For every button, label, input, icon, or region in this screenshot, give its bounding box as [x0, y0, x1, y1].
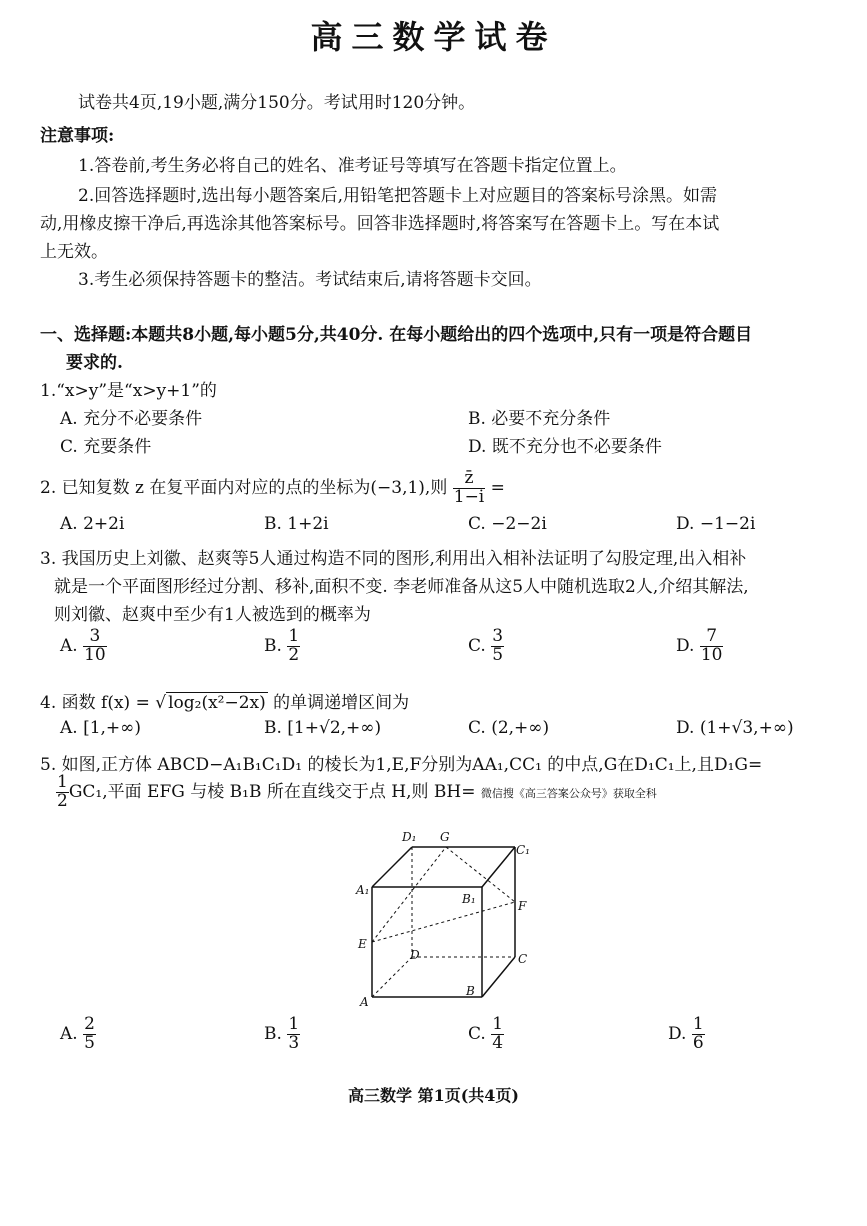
q4-stem-start: 4. 函数 f(x) = — [40, 693, 156, 713]
label-g: G — [440, 830, 450, 844]
question-3-line-1: 3. 我国历史上刘徽、赵爽等5人通过构造不同的图形,利用出入相补法证明了勾股定理,出入相补 — [40, 549, 747, 569]
q2-option-d: D. −1−2i — [676, 514, 756, 534]
q5-frac-den: 2 — [57, 790, 68, 811]
edge-a1-d1 — [372, 847, 412, 887]
section-heading-cont: 要求的. — [66, 353, 123, 373]
q5-option-c-label: C. — [468, 1023, 486, 1044]
notice-item-2-end: 上无效。 — [40, 242, 108, 262]
q3-option-c-num: 3 — [492, 626, 504, 646]
question-1-stem: 1.“x>y”是“x>y+1”的 — [40, 381, 217, 401]
question-4-stem — [40, 688, 409, 713]
label-d: D — [410, 948, 420, 962]
label-a1: A₁ — [356, 883, 370, 897]
label-b: B — [466, 984, 475, 998]
q2-fraction — [453, 470, 486, 507]
q5-option-b-label: B. — [264, 1023, 282, 1044]
q1-option-c: C. 充要条件 — [60, 437, 152, 457]
section-heading: 一、选择题:本题共8小题,每小题5分,共40分. 在每小题给出的四个选项中,只有一项是符合题目 — [40, 325, 753, 345]
q5-option-a — [60, 1016, 96, 1053]
q1-option-b: B. 必要不充分条件 — [468, 409, 611, 429]
q3-option-c-label: C. — [468, 635, 486, 656]
segment-e-f — [372, 902, 515, 942]
q5-option-a-label: A. — [60, 1023, 78, 1044]
q3-option-c — [468, 628, 504, 665]
q4-sqrt-body: log₂(x²−2x) — [168, 693, 266, 713]
q3-option-b-num: 1 — [288, 626, 300, 646]
q4-option-c: C. (2,+∞) — [468, 718, 550, 738]
q5-option-b-num: 1 — [288, 1014, 300, 1034]
q3-option-d-den: 10 — [700, 644, 723, 665]
q3-option-b-den: 2 — [288, 644, 300, 665]
q2-option-b: B. 1+2i — [264, 514, 329, 534]
q2-option-c: C. −2−2i — [468, 514, 547, 534]
exam-intro: 试卷共4页,19小题,满分150分。考试用时120分钟。 — [78, 93, 476, 113]
q3-option-a — [60, 628, 107, 665]
q3-option-a-den: 10 — [84, 644, 106, 665]
q1-option-d: D. 既不充分也不必要条件 — [468, 437, 662, 457]
q2-equals: = — [490, 477, 505, 498]
q3-option-b — [264, 628, 300, 665]
q5-option-c — [468, 1016, 504, 1053]
question-3-line-3: 则刘徽、赵爽中至少有1人被选到的概率为 — [54, 605, 371, 625]
notice-item-2-cont: 动,用橡皮擦干净后,再选涂其他答案标号。回答非选择题时,将答案写在答题卡上。写在本试 — [40, 214, 720, 234]
q5-option-a-num: 2 — [84, 1014, 95, 1034]
sqrt-sign-icon: √ — [155, 693, 167, 713]
edge-a-d — [372, 957, 412, 997]
label-c1: C₁ — [516, 843, 530, 857]
page-footer: 高三数学 第1页(共4页) — [348, 1086, 519, 1105]
q5-option-c-num: 1 — [492, 1014, 504, 1034]
label-c: C — [518, 952, 528, 966]
q4-stem-end: 的单调递增区间为 — [267, 693, 410, 713]
q3-option-c-den: 5 — [492, 644, 504, 665]
q2-option-a: A. 2+2i — [60, 514, 125, 534]
q5-line-2-text: GC₁,平面 EFG 与棱 B₁B 所在直线交于点 H,则 BH= — [68, 781, 476, 802]
segment-e-g — [372, 847, 446, 942]
notice-heading: 注意事项: — [40, 126, 115, 146]
q4-option-d: D. (1+√3,+∞) — [676, 718, 794, 738]
q5-frac-num: 1 — [57, 772, 68, 792]
q3-option-d-label: D. — [676, 635, 695, 656]
q5-option-d — [668, 1016, 705, 1053]
notice-item-2: 2.回答选择题时,选出每小题答案后,用铅笔把答题卡上对应题目的答案标号涂黑。如需 — [78, 186, 718, 206]
q5-option-d-label: D. — [668, 1023, 687, 1044]
q2-fraction-numerator: z̄ — [453, 470, 486, 489]
label-e: E — [358, 937, 367, 951]
label-d1: D₁ — [402, 830, 417, 844]
edge-b-c — [482, 957, 515, 997]
question-5-line-2 — [56, 774, 657, 811]
q2-stem-text: 2. 已知复数 z 在复平面内对应的点的坐标为(−3,1),则 — [40, 477, 448, 498]
label-b1: B₁ — [462, 892, 476, 906]
notice-item-1: 1.答卷前,考生务必将自己的姓名、准考证号等填写在答题卡指定位置上。 — [78, 156, 627, 176]
q2-fraction-denominator: 1−i — [453, 486, 485, 507]
q4-option-a: A. [1,+∞) — [60, 718, 141, 738]
cube-figure — [340, 822, 540, 1012]
q3-option-b-label: B. — [264, 635, 282, 656]
question-3-line-2: 就是一个平面图形经过分割、移补,面积不变. 李老师准备从这5人中随机选取2人,介绍其解法, — [54, 577, 749, 597]
label-f: F — [518, 899, 527, 913]
q5-option-d-den: 6 — [692, 1032, 704, 1053]
q5-option-c-den: 4 — [492, 1032, 504, 1053]
q3-option-a-num: 3 — [83, 628, 107, 647]
q5-option-a-den: 5 — [84, 1032, 95, 1053]
notice-item-3: 3.考生必须保持答题卡的整洁。考试结束后,请将答题卡交回。 — [78, 270, 542, 290]
q3-option-a-label: A. — [60, 635, 78, 656]
watermark-text: 微信搜《高三答案公众号》获取全科 — [480, 786, 657, 800]
q3-option-d-num: 7 — [700, 628, 724, 647]
q5-option-d-num: 1 — [692, 1014, 704, 1034]
label-a: A — [360, 995, 369, 1009]
q5-option-b — [264, 1016, 300, 1053]
q1-option-a: A. 充分不必要条件 — [60, 409, 203, 429]
question-5-line-1: 5. 如图,正方体 ABCD−A₁B₁C₁D₁ 的棱长为1,E,F分别为AA₁,CC₁ 的中点,G在D₁C₁上,且D₁G= — [40, 755, 763, 775]
q5-option-b-den: 3 — [288, 1032, 300, 1053]
segment-g-f — [446, 847, 515, 902]
page-title: 高三数学试卷 — [310, 18, 557, 56]
edge-b1-c1 — [482, 847, 515, 887]
question-2-stem — [40, 470, 505, 507]
q3-option-d — [676, 628, 723, 665]
q4-option-b: B. [1+√2,+∞) — [264, 718, 382, 738]
